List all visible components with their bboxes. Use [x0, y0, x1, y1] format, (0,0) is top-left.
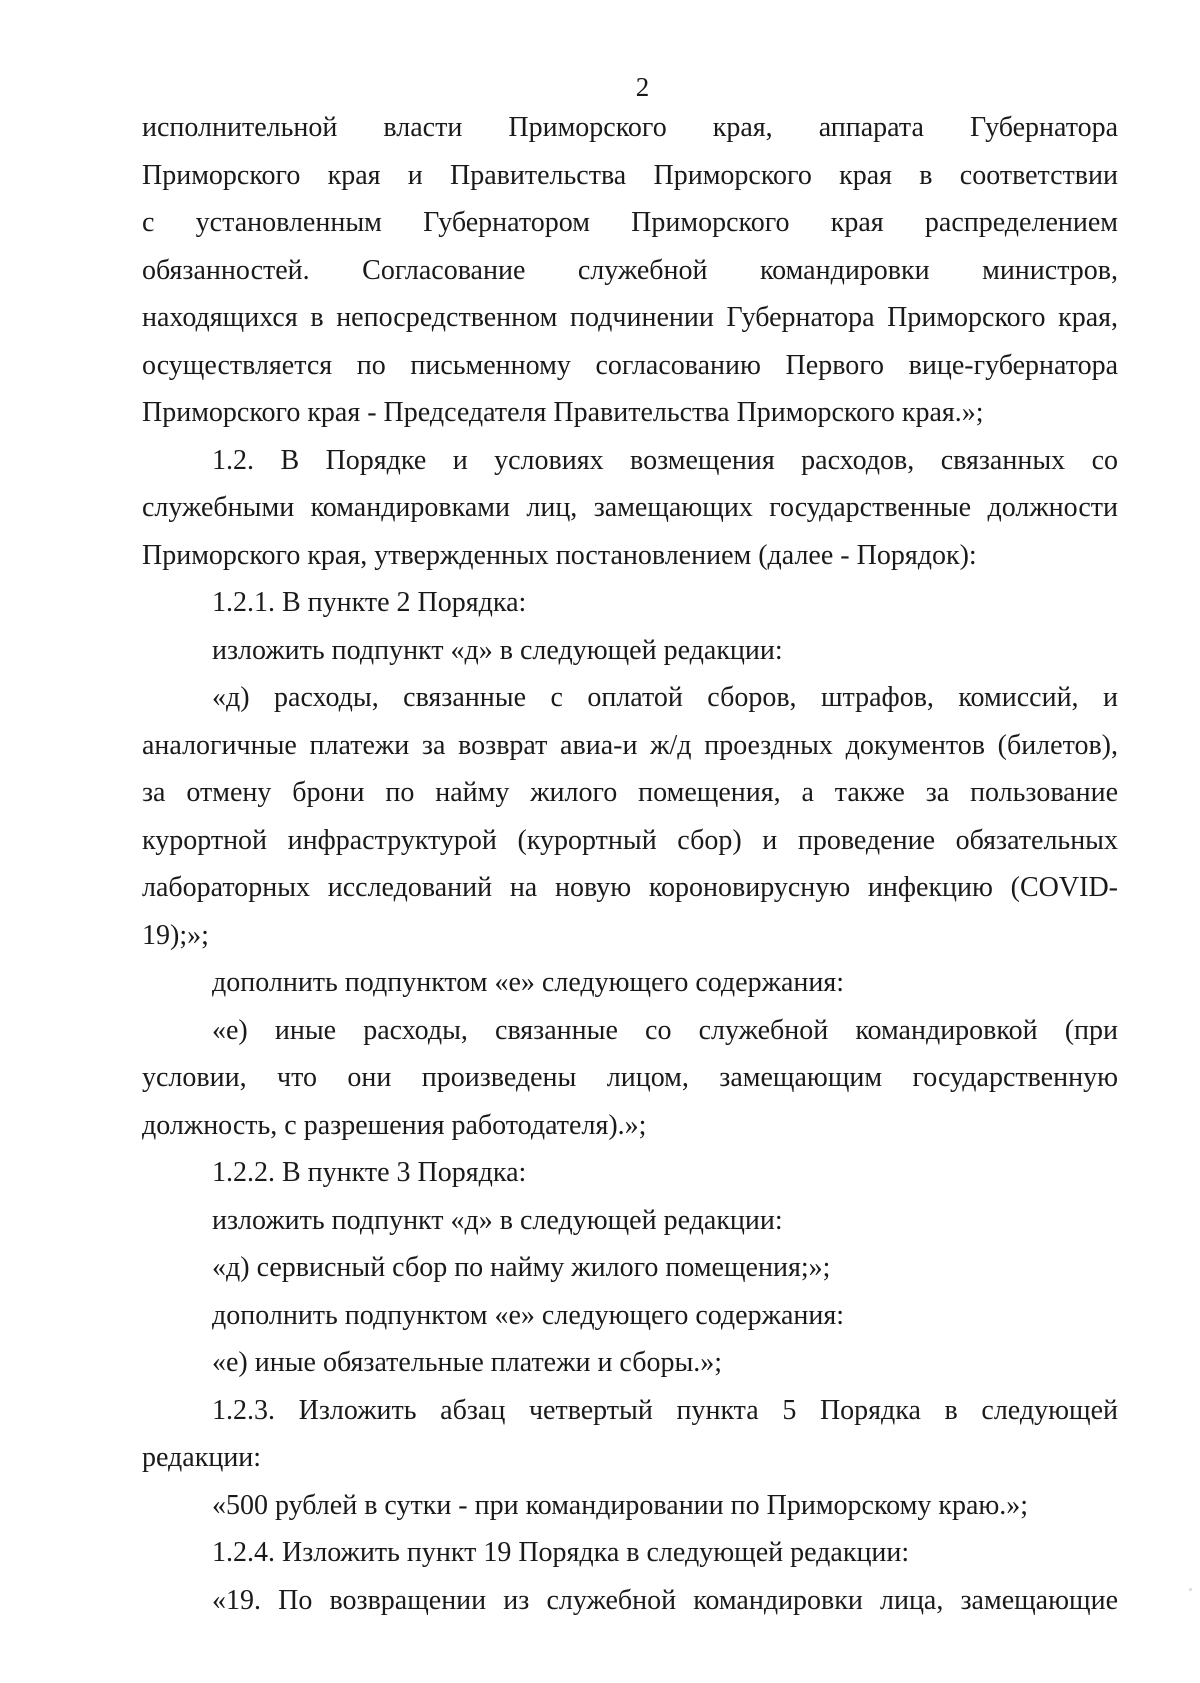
paragraph-izlozhit-d-1: изложить подпункт «д» в следующей редакции:: [212, 634, 783, 666]
paragraph-subitem-e-1: [142, 1007, 1118, 1150]
text-line: редакции:: [142, 1442, 262, 1473]
paragraph-dopolnit-e-2: дополнить подпунктом «е» следующего содержания:: [212, 1299, 845, 1331]
paragraph-subitem-d-1: [142, 674, 1118, 959]
paragraph-subitem-d-2: «д) сервисный сбор по найму жилого помещения;»;: [212, 1252, 831, 1283]
document-body: [142, 104, 1118, 1624]
paragraph-continuation: [142, 104, 1118, 437]
text-line: условии, что они произведены лицом, замещающим государственную: [142, 1062, 1118, 1093]
text-line: Приморского края и Правительства Приморского края в соответствии: [142, 159, 1118, 191]
paragraph-500-rub: «500 рублей в сутки - при командировании по Приморскому краю.»;: [212, 1489, 1029, 1521]
text-line: «д) расходы, связанные с оплатой сборов, штрафов, комиссий, и: [212, 682, 1118, 713]
text-line: «е) иные расходы, связанные со служебной командировкой (при: [212, 1014, 1118, 1046]
paragraph-subitem-e-2: «е) иные обязательные платежи и сборы.»;: [212, 1347, 723, 1378]
text-line: с установленным Губернатором Приморского края распределением: [142, 207, 1118, 238]
paragraph-1-2-1: 1.2.1. В пункте 2 Порядка:: [212, 587, 527, 618]
text-line: служебными командировками лиц, замещающих государственные должности: [142, 492, 1118, 523]
paragraph-1-2-3: [142, 1387, 1118, 1482]
text-line: 1.2.3. Изложить абзац четвертый пункта 5 Порядка в следующей: [212, 1394, 1118, 1426]
text-line: «19. По возвращении из служебной командировки лица, замещающие: [212, 1584, 1118, 1616]
text-line: курортной инфраструктурой (курортный сбор) и проведение обязательных: [142, 824, 1118, 856]
text-line: находящихся в непосредственном подчинении Губернатора Приморского края,: [142, 302, 1118, 333]
text-line: Приморского края, утвержденных постановлением (далее - Порядок):: [142, 539, 977, 571]
text-line: Приморского края - Председателя Правительства Приморского края.»;: [142, 397, 984, 428]
text-line: должность, с разрешения работодателя).»;: [142, 1109, 647, 1141]
text-line: аналогичные платежи за возврат авиа-и ж/д проездных документов (билетов),: [142, 729, 1118, 761]
text-line: осуществляется по письменному согласованию Первого вице-губернатора: [142, 349, 1118, 381]
scan-artifact: [1189, 1588, 1192, 1591]
text-line: 1.2. В Порядке и условиях возмещения расходов, связанных со: [212, 444, 1118, 476]
paragraph-1-2-2: 1.2.2. В пункте 3 Порядка:: [212, 1157, 527, 1188]
paragraph-izlozhit-d-2: изложить подпункт «д» в следующей редакции:: [212, 1204, 783, 1236]
page-number: 2: [635, 72, 650, 102]
paragraph-1-2-4: 1.2.4. Изложить пункт 19 Порядка в следующей редакции:: [212, 1537, 910, 1568]
text-line: за отмену брони по найму жилого помещения, а также за пользование: [142, 777, 1118, 808]
paragraph-1-2: [142, 437, 1118, 580]
text-line: обязанностей. Согласование служебной командировки министров,: [142, 254, 1118, 286]
text-line: исполнительной власти Приморского края, аппарата Губернатора: [142, 112, 1118, 143]
text-line: лабораторных исследований на новую короновирусную инфекцию (COVID-: [142, 872, 1118, 903]
paragraph-dopolnit-e-1: дополнить подпунктом «е» следующего содержания:: [212, 967, 845, 998]
paragraph-item-19: [142, 1577, 1118, 1625]
text-line: 19);»;: [142, 919, 209, 951]
